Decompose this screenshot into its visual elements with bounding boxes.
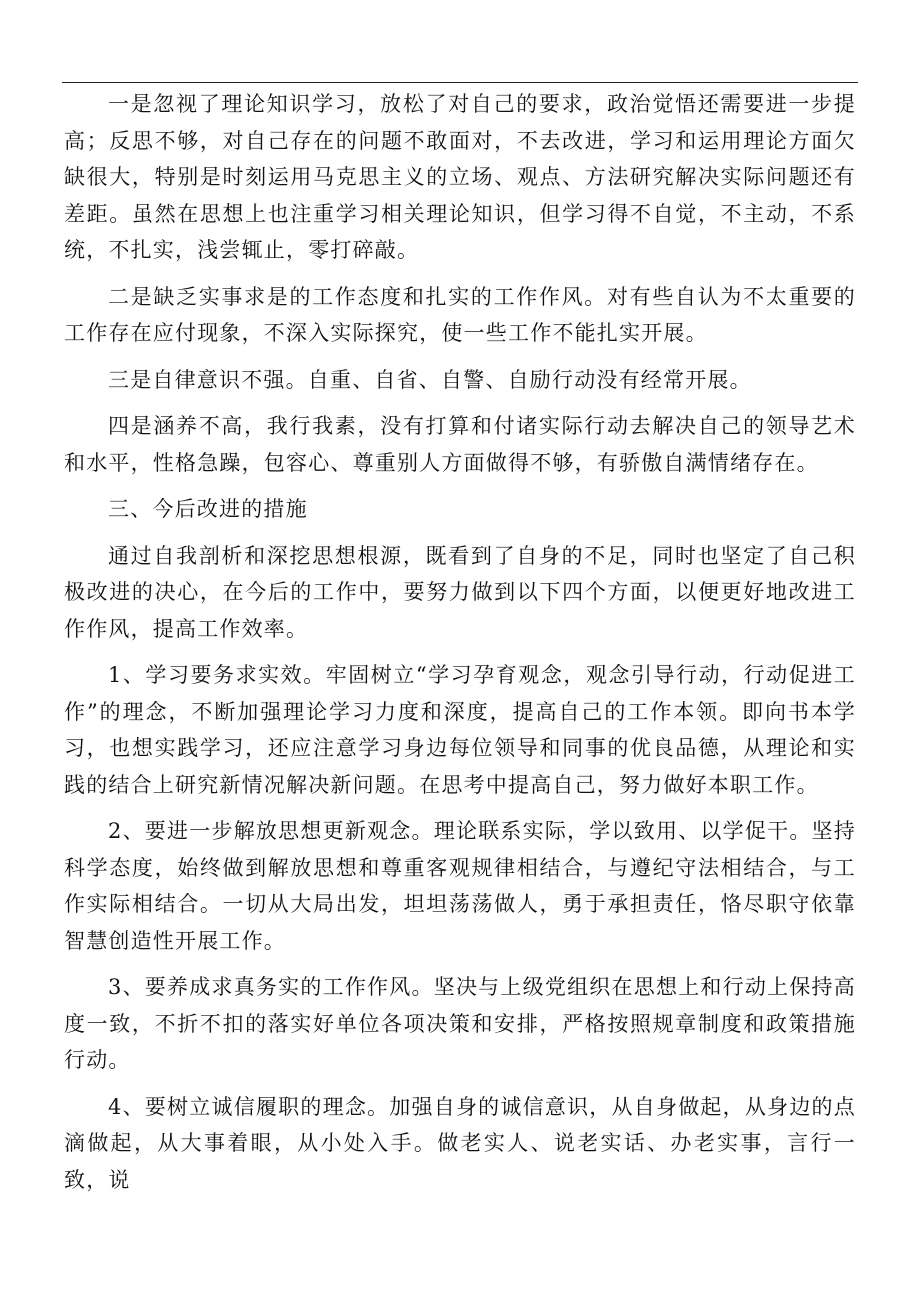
list-item-3: 3、要养成求真务实的工作作风。坚决与上级党组织在思想上和行动上保持高度一致，不折不扣的落实好单位各项决策和安排，严格按照规章制度和政策措施行动。 (64, 975, 856, 1072)
list-item-1: 1、学习要务求实效。牢固树立“学习孕育观念，观念引导行动，行动促进工作”的理念，不断加强理论学习力度和深度，提高自己的工作本领。即向书本学习，也想实践学习，还应注意学习身边每位领导和同事的优良品德，从理论和实践的结合上研究新情况解决新问题。在思考中提高自己，努力做好本职工作。 (64, 663, 856, 797)
paragraph-4: 四是涵养不高，我行我素，没有打算和付诸实际行动去解决自己的领导艺术和水平，性格急躁，包容心、尊重别人方面做得不够，有骄傲自满情绪存在。 (64, 414, 856, 475)
paragraph-2: 二是缺乏实事求是的工作态度和扎实的工作作风。对有些自认为不太重要的工作存在应付现象，不深入实际探究，使一些工作不能扎实开展。 (64, 284, 856, 345)
header-rule (62, 82, 858, 83)
list-item-2: 2、要进一步解放思想更新观念。理论联系实际，学以致用、以学促干。坚持科学态度，始终做到解放思想和尊重客观规律相结合，与遵纪守法相结合，与工作实际相结合。一切从大局出发，坦坦荡荡做人，勇于承担责任，恪尽职守依靠智慧创造性开展工作。 (64, 819, 856, 953)
section-heading: 三、今后改进的措施 (108, 497, 308, 521)
paragraph-5: 通过自我剖析和深挖思想根源，既看到了自身的不足，同时也坚定了自己积极改进的决心，在今后的工作中，要努力做到以下四个方面，以便更好地改进工作作风，提高工作效率。 (64, 543, 856, 641)
list-item-4: 4、要树立诚信履职的理念。加强自身的诚信意识，从自身做起，从身边的点滴做起，从大事着眼，从小处入手。做老实人、说老实话、办老实事，言行一致，说 (64, 1094, 856, 1192)
paragraph-1: 一是忽视了理论知识学习，放松了对自己的要求，政治觉悟还需要进一步提高；反思不够，对自己存在的问题不敢面对，不去改进，学习和运用理论方面欠缺很大，特别是时刻运用马克思主义的立场、观点、方法研究解决实际问题还有差距。虽然在思想上也注重学习相关理论知识，但学习得不自觉，不主动，不系统，不扎实，浅尝辄止，零打碎敲。 (64, 92, 856, 262)
paragraph-3: 三是自律意识不强。自重、自省、自警、自励行动没有经常开展。 (108, 367, 752, 392)
document-body (64, 86, 856, 1208)
